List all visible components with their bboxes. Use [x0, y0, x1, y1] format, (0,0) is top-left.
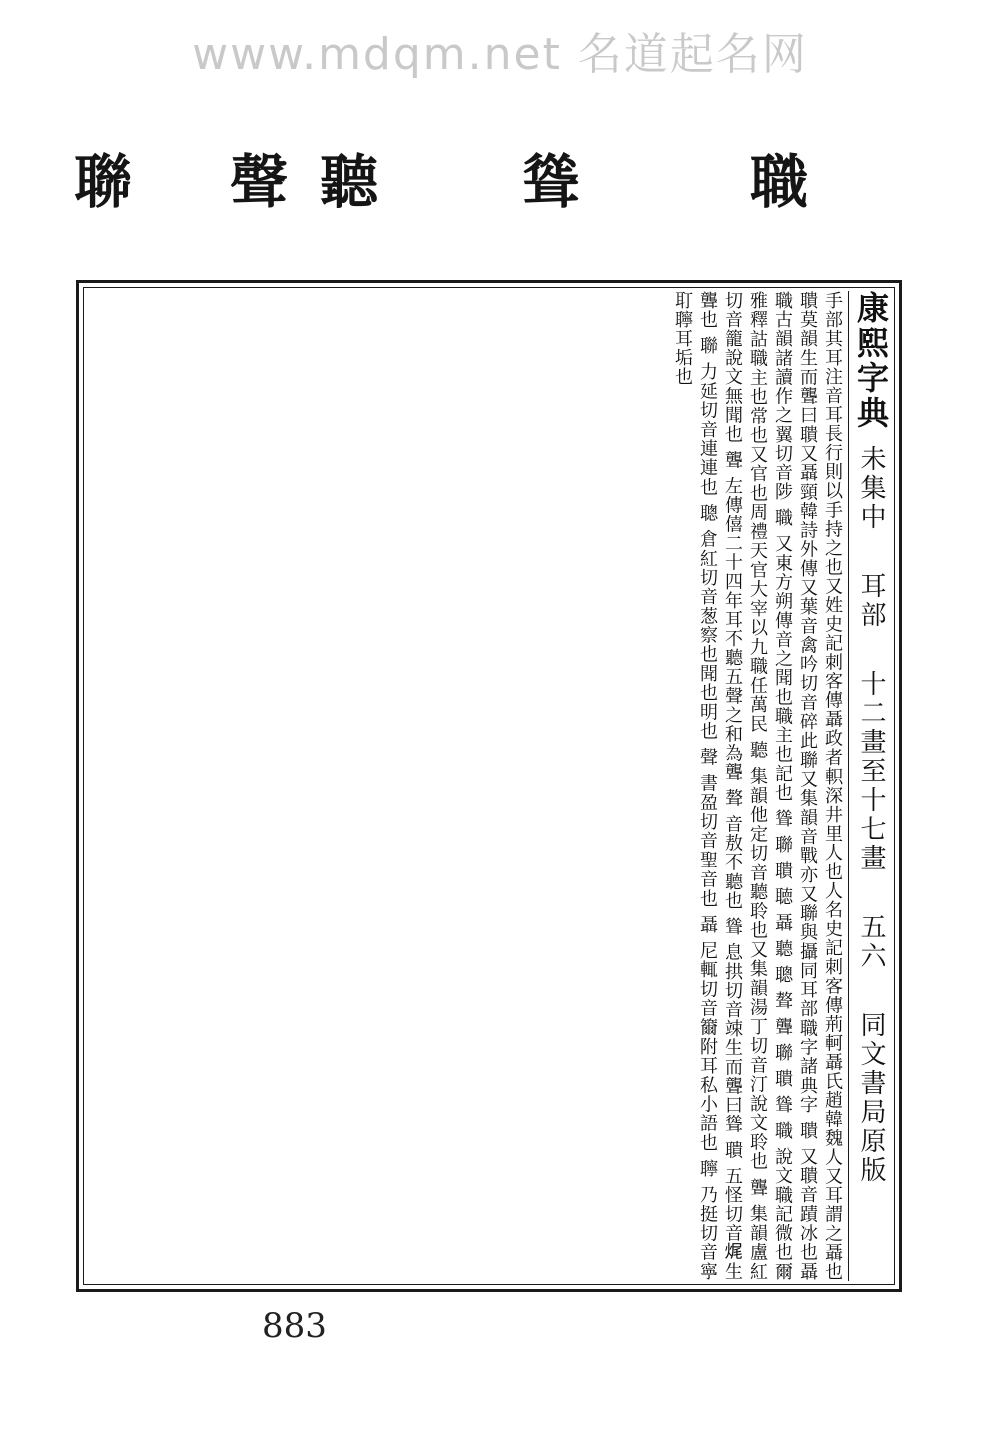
page-number: 883	[262, 1306, 327, 1346]
header-strokes: 十二畫至十七畫	[856, 670, 886, 873]
seal-character: 聽	[320, 148, 379, 216]
header-title: 康熙字典	[852, 291, 890, 431]
running-header	[848, 291, 893, 1281]
seal-character: 聯	[74, 148, 133, 216]
header-volume: 未集中	[856, 445, 886, 532]
header-page: 五六	[856, 913, 886, 971]
seal-character: 聳	[522, 148, 581, 216]
dictionary-body: 手部其耳注音耳長行則以手持之也又姓史記刺客傳聶政者軹深井里人也人名史記刺客傳荊軻聶氏趙韓魏人又耳謂之聶也聵莫韻生而聾曰聵又聶頸韓詩外傳又葉音禽吟切音碎此聯又集韻音戰亦又聯與攝同耳部職字諸典字 聵 又聵音蹟冰也聶職古韻諸讀作之翼切音陟 職 又東方朔傳音之聞也職主也記也 聳 聯 聵 聴 聶 聽 聰 聱 聾 聯 聵 聳 職 說文職記微也爾雅釋詁職主也常也又官也周禮天官大宰以九職任萬民 聽 集韻他定切音聽聆也又集韻湯丁切音汀說文聆也 聾 集韻盧紅切音籠說文無聞也 聾 左傳僖二十四年耳不聽五聲之和為聾 聱 音敖不聽也 聳 息拱切音竦生而聾曰聳 聵 五怪切音𤈦生聾也 聯 力延切音連連也 聰 倉紅切音葱察也聞也明也 聲 書盈切音聖音也 聶 尼輒切音籋附耳私小語也 聹 乃挺切音寧耵聹耳垢也	[672, 291, 843, 1281]
watermark-text: www.mdqm.net 名道起名网	[192, 29, 808, 80]
header-radical: 耳部	[856, 572, 886, 630]
header-publisher: 同文書局原版	[856, 1011, 886, 1185]
seal-character: 聲	[230, 148, 289, 216]
page-frame	[76, 280, 902, 1292]
seal-character: 職	[750, 148, 809, 216]
seal-script-row	[60, 150, 920, 220]
